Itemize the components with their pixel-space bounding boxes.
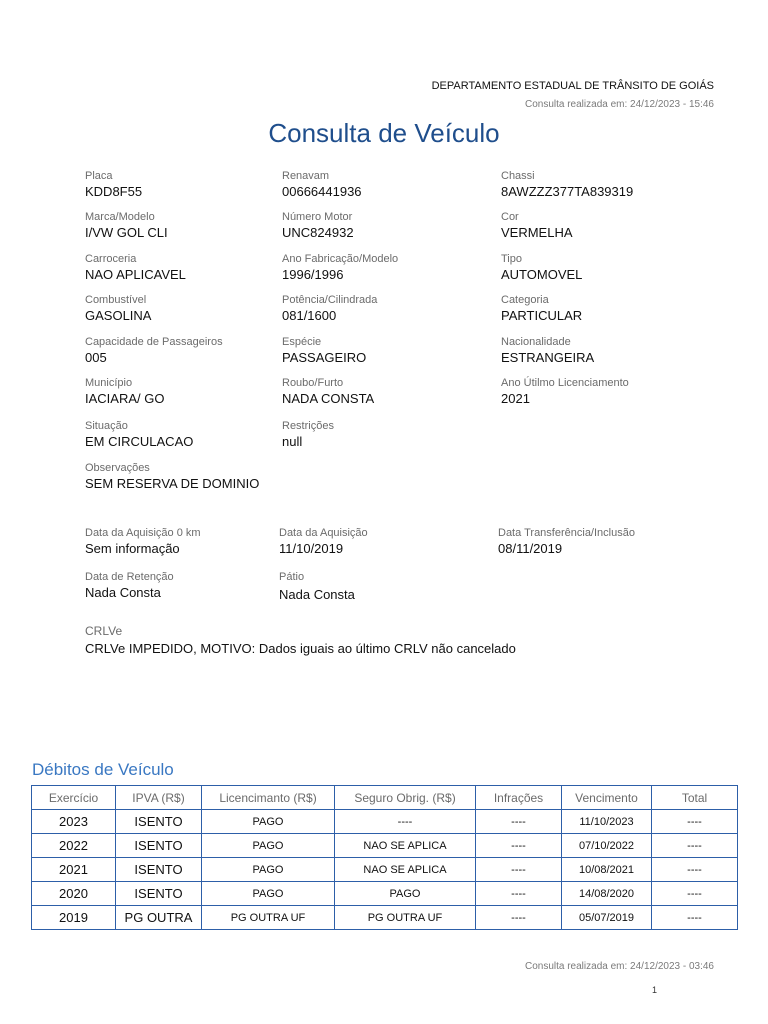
table-cell: 2021 (32, 858, 116, 882)
page-number: 1 (652, 985, 658, 995)
field-patio (279, 570, 355, 603)
field-value: Nada Consta (85, 585, 161, 600)
debitos-title: Débitos de Veículo (32, 760, 174, 779)
table-cell: ISENTO (116, 834, 202, 858)
field-value: Sem informação (85, 541, 180, 556)
field-observacoes (85, 461, 259, 492)
field-value: ESTRANGEIRA (501, 350, 595, 365)
field-aquisicao (279, 526, 368, 557)
table-cell: 10/08/2021 (562, 858, 652, 882)
table-cell: ---- (652, 906, 738, 930)
field-label: Tipo (501, 253, 522, 265)
field-ano-licenciamento (501, 376, 629, 407)
field-value: PASSAGEIRO (282, 350, 367, 365)
table-cell: 2023 (32, 810, 116, 834)
field-value: 08/11/2019 (498, 541, 563, 556)
field-chassi (501, 169, 633, 200)
field-label: Ano Fabricação/Modelo (282, 253, 399, 265)
field-ano-fabricacao (282, 252, 398, 283)
field-nacionalidade (501, 335, 594, 366)
table-cell: 2020 (32, 882, 116, 906)
field-municipio (85, 376, 164, 407)
field-label: Nacionalidade (501, 336, 571, 348)
field-value: 00666441936 (282, 184, 362, 199)
table-header-row (32, 786, 738, 810)
field-restricoes (282, 419, 334, 450)
field-situacao (85, 419, 193, 450)
field-roubo-furto (282, 376, 374, 407)
field-value: NAO APLICAVEL (85, 267, 186, 282)
table-cell: 05/07/2019 (562, 906, 652, 930)
department-name: DEPARTAMENTO ESTADUAL DE TRÂNSITO DE GOIÁS (431, 80, 714, 92)
field-label: Ano Útilmo Licenciamento (501, 377, 629, 389)
field-label: Marca/Modelo (85, 211, 155, 223)
field-label: Cor (501, 211, 519, 223)
field-especie (282, 335, 366, 366)
field-value: EM CIRCULACAO (85, 434, 194, 449)
field-potencia (282, 293, 377, 324)
column-header: Licencimanto (R$) (202, 786, 335, 810)
consulta-timestamp-bottom: Consulta realizada em: 24/12/2023 - 03:46 (524, 961, 714, 972)
table-cell: ISENTO (116, 858, 202, 882)
field-value: IACIARA/ GO (85, 391, 165, 406)
field-value: 2021 (501, 391, 530, 406)
table-cell: ISENTO (116, 810, 202, 834)
field-value: 005 (85, 350, 107, 365)
field-cor (501, 210, 573, 241)
column-header: Infrações (476, 786, 562, 810)
field-value: AUTOMOVEL (501, 267, 583, 282)
table-cell: ISENTO (116, 882, 202, 906)
field-label: Potência/Cilindrada (282, 294, 378, 306)
field-placa (85, 169, 142, 200)
table-row (32, 858, 738, 882)
field-marca-modelo (85, 210, 168, 241)
debitos-table (31, 785, 738, 930)
field-value: null (282, 434, 303, 449)
table-cell: 14/08/2020 (562, 882, 652, 906)
field-label: Data da Aquisição (279, 527, 368, 539)
field-value: KDD8F55 (85, 184, 143, 199)
table-cell: 2019 (32, 906, 116, 930)
table-cell: ---- (476, 906, 562, 930)
field-value: I/VW GOL CLI (85, 225, 168, 240)
field-value: VERMELHA (501, 225, 573, 240)
field-label: Data de Retenção (85, 571, 174, 583)
field-crlve (85, 624, 516, 657)
page-title: Consulta de Veículo (268, 118, 500, 148)
table-cell: PAGO (202, 810, 335, 834)
column-header: Exercício (32, 786, 116, 810)
field-label: Situação (85, 420, 128, 432)
field-label: Pátio (279, 571, 305, 583)
consulta-timestamp-top: Consulta realizada em: 24/12/2023 - 15:46 (524, 99, 714, 110)
table-cell: PAGO (202, 834, 335, 858)
field-value: 8AWZZZ377TA839319 (501, 184, 634, 199)
table-cell: NAO SE APLICA (335, 834, 476, 858)
table-cell: ---- (476, 858, 562, 882)
table-row (32, 834, 738, 858)
table-cell: ---- (476, 810, 562, 834)
field-combustivel (85, 293, 151, 324)
field-value: NADA CONSTA (282, 391, 375, 406)
table-cell: 11/10/2023 (562, 810, 652, 834)
field-label: Capacidade de Passageiros (85, 336, 223, 348)
table-cell: PAGO (202, 882, 335, 906)
table-row (32, 810, 738, 834)
field-label: Carroceria (85, 253, 137, 265)
field-value: PARTICULAR (501, 308, 583, 323)
field-numero-motor (282, 210, 354, 241)
field-renavam (282, 169, 362, 200)
field-label: Data Transferência/Inclusão (498, 527, 635, 539)
field-carroceria (85, 252, 186, 283)
field-value: 11/10/2019 (279, 541, 344, 556)
field-value: 1996/1996 (282, 267, 344, 282)
table-cell: 2022 (32, 834, 116, 858)
column-header: Seguro Obrig. (R$) (335, 786, 476, 810)
column-header: Vencimento (562, 786, 652, 810)
table-cell: 07/10/2022 (562, 834, 652, 858)
field-label: Placa (85, 170, 113, 182)
table-cell: ---- (335, 810, 476, 834)
field-value: Nada Consta (279, 587, 355, 602)
field-label: Chassi (501, 170, 535, 182)
field-value: SEM RESERVA DE DOMINIO (85, 476, 260, 491)
field-value: CRLVe IMPEDIDO, MOTIVO: Dados iguais ao último CRLV não cancelado (85, 641, 516, 656)
field-label: Renavam (282, 170, 330, 182)
field-value: GASOLINA (85, 308, 152, 323)
field-label: Espécie (282, 336, 322, 348)
table-row (32, 906, 738, 930)
table-cell: ---- (652, 834, 738, 858)
field-capacidade (85, 335, 223, 366)
field-label: Número Motor (282, 211, 353, 223)
table-cell: PG OUTRA UF (335, 906, 476, 930)
field-retencao (85, 570, 174, 601)
field-value: UNC824932 (282, 225, 354, 240)
table-cell: ---- (476, 882, 562, 906)
field-label: Roubo/Furto (282, 377, 344, 389)
field-label: Categoria (501, 294, 549, 306)
column-header: Total (652, 786, 738, 810)
table-cell: NAO SE APLICA (335, 858, 476, 882)
table-row (32, 882, 738, 906)
table-cell: ---- (652, 858, 738, 882)
table-cell: ---- (652, 882, 738, 906)
field-label: Restrições (282, 420, 334, 432)
field-label: Observações (85, 462, 150, 474)
field-label: Data da Aquisição 0 km (85, 527, 201, 539)
field-tipo (501, 252, 582, 283)
table-cell: PG OUTRA UF (202, 906, 335, 930)
field-label: CRLVe (85, 624, 123, 638)
field-categoria (501, 293, 582, 324)
column-header: IPVA (R$) (116, 786, 202, 810)
field-transferencia (498, 526, 635, 557)
table-cell: ---- (476, 834, 562, 858)
field-aquisicao-0km (85, 526, 201, 557)
field-label: Município (85, 377, 133, 389)
field-value: 081/1600 (282, 308, 337, 323)
field-label: Combustível (85, 294, 147, 306)
table-cell: ---- (652, 810, 738, 834)
table-cell: PG OUTRA (116, 906, 202, 930)
table-cell: PAGO (335, 882, 476, 906)
table-cell: PAGO (202, 858, 335, 882)
